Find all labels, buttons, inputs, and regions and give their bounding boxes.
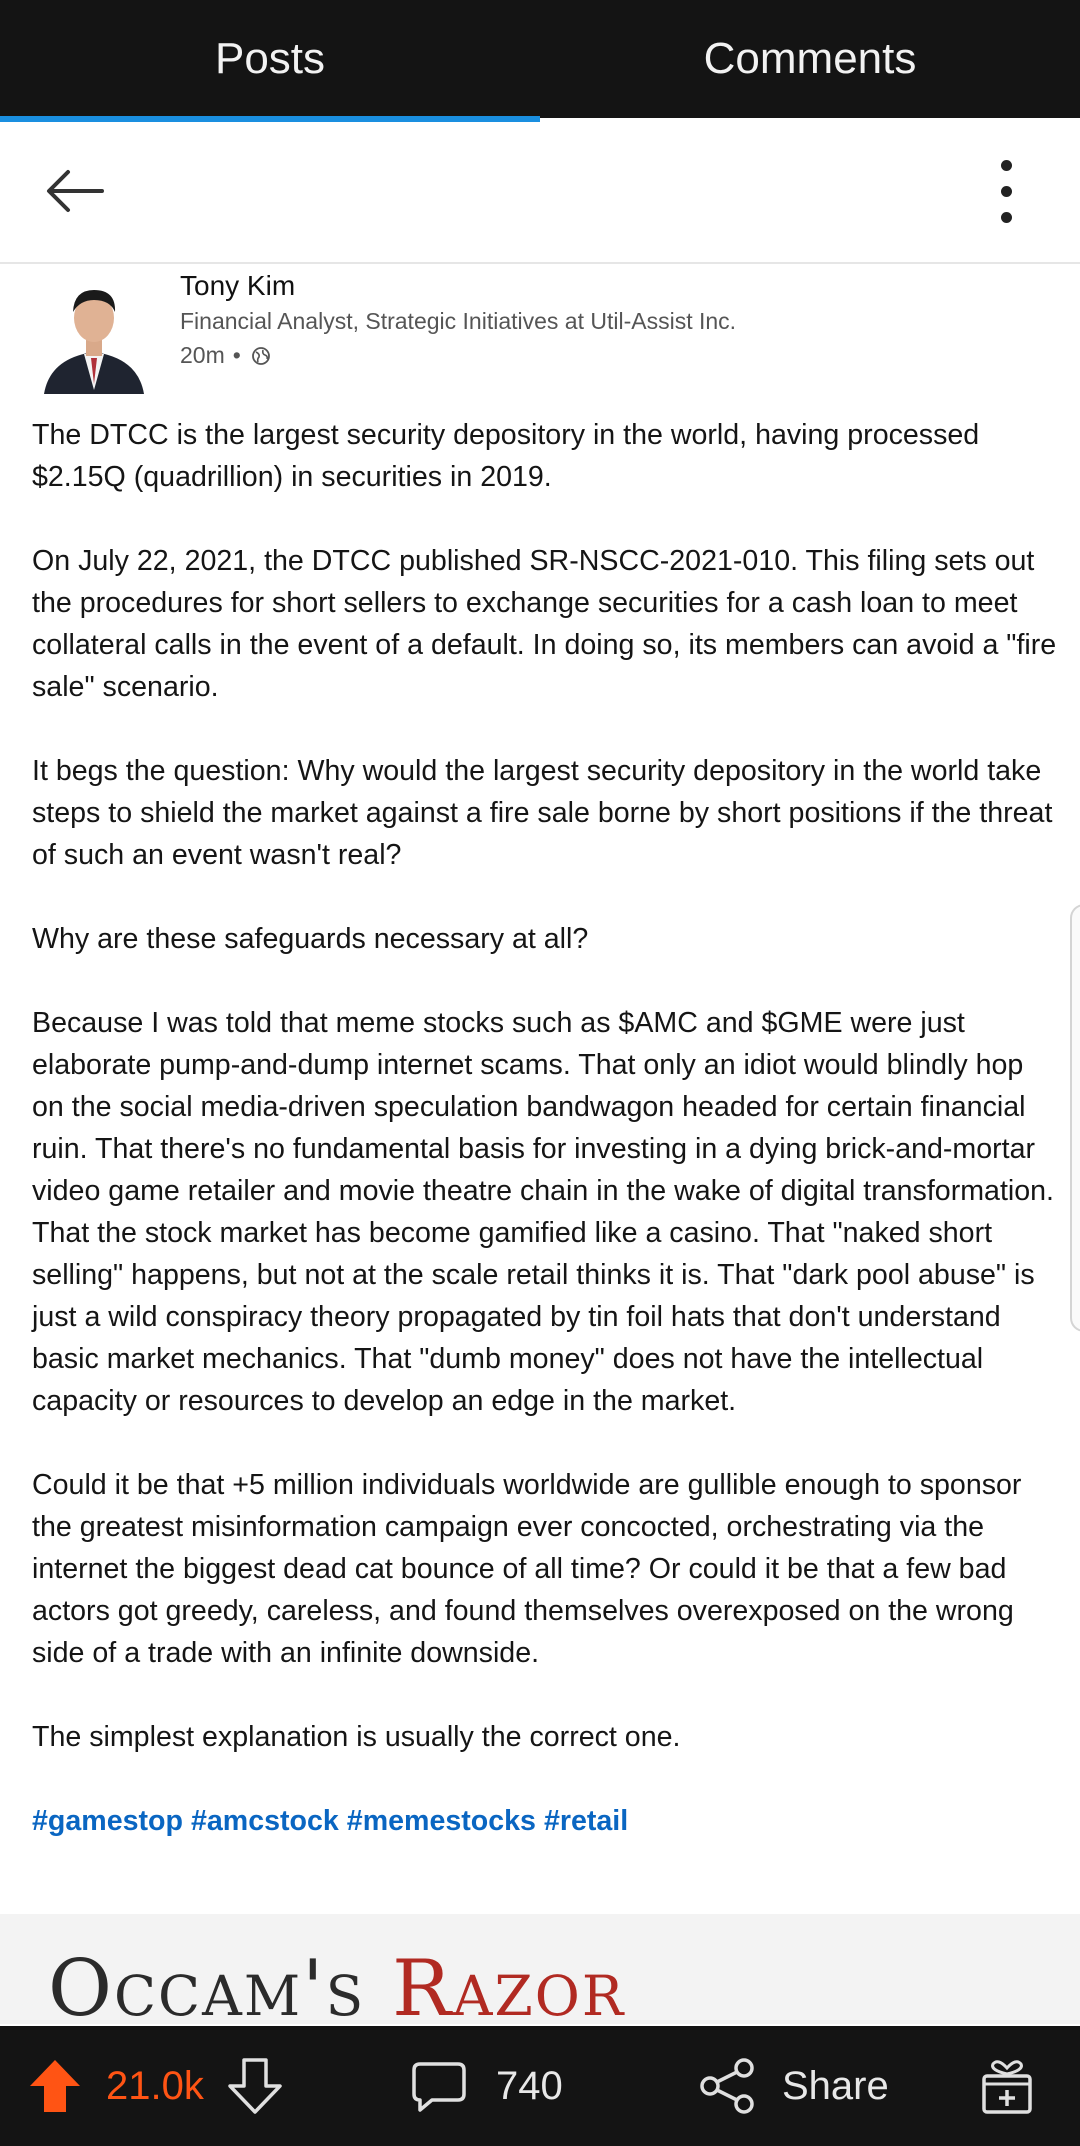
post-paragraph: The DTCC is the largest security depository in the world, having processed $2.15Q (quadrillion) in securities in 2019. [32,419,980,493]
hashtag-list [32,1800,1062,1842]
comment-count: 740 [496,2063,563,2108]
top-tab-bar [0,0,1080,118]
meta-separator: • [232,342,241,368]
comments-button[interactable] [410,2026,563,2146]
hashtag-link[interactable]: #gamestop [32,1805,183,1837]
downvote-icon[interactable] [226,2056,284,2116]
share-label: Share [782,2063,889,2108]
avatar[interactable] [40,272,148,394]
post-paragraph: Because I was told that meme stocks such as $AMC and $GME were just elaborate pump-and-dump internet scams. That only an idiot would blindly hop on the social media-driven speculation bandwagon headed for certain financial ruin. That there's no fundamental basis for investing in a dying brick-and-mortar video game retailer and movie theatre chain in the wake of digital transformation. That the stock market has become gamified like a casino. That "naked short selling" happens, but not at the scale retail thinks it is. That "dark pool abuse" is just a wild conspiracy theory propagated by tin foil hats that don't understand basic market mechanics. That "dumb money" does not have the intellectual capacity or resources to develop an edge in the market. [32,1007,1054,1417]
upvote-group [26,2026,284,2146]
post-card [0,264,1080,2024]
post-paragraph: Why are these safeguards necessary at all? [32,923,589,955]
hashtag-link[interactable]: #memestocks [346,1805,536,1837]
gift-icon [978,2056,1036,2116]
post-body [32,414,1062,1884]
post-meta [180,342,271,369]
post-paragraph: Could it be that +5 million individuals worldwide are gullible enough to sponsor the greatest misinformation campaign ever concocted, orchestrating via the internet the biggest dead cat bounce of all time? Or could it be that a few bad actors got greedy, careless, and found themselves overexposed on the wrong side of a trade with an infinite downside. [32,1469,1022,1669]
comment-icon [410,2058,468,2114]
post-header-bar [0,122,1080,264]
globe-icon [251,346,271,366]
kebab-menu-icon[interactable] [988,154,1024,230]
image-title [48,1944,625,2024]
arrow-left-icon[interactable] [40,156,110,226]
author-headline: Financial Analyst, Strategic Initiatives at Util-Assist Inc. [180,308,737,334]
post-paragraph: The simplest explanation is usually the correct one. [32,1721,681,1753]
image-title-word-2: Razor [392,1944,626,2024]
post-paragraph: It begs the question: Why would the largest security depository in the world take steps to shield the market against a fire sale borne by short positions if the threat of such an event wasn't real? [32,755,1053,871]
bottom-action-bar [0,2026,1080,2146]
tab-comments[interactable]: Comments [703,34,917,83]
tab-posts[interactable]: Posts [214,34,326,83]
post-image[interactable] [0,1914,1080,2024]
hashtag-link[interactable]: #retail [543,1805,629,1837]
award-button[interactable] [978,2026,1036,2146]
share-icon [698,2056,758,2116]
hashtag-link[interactable]: #amcstock [190,1805,339,1837]
image-title-word-1: Occam's [48,1944,366,2024]
post-paragraph: On July 22, 2021, the DTCC published SR-NSCC-2021-010. This filing sets out the procedures for short sellers to exchange securities for a cash loan to meet collateral calls in the event of a default. In doing so, its members can avoid a "fire sale" scenario. [32,545,1057,703]
side-panel-handle[interactable] [1070,904,1080,1332]
share-button[interactable] [698,2026,889,2146]
upvote-icon[interactable] [26,2056,84,2116]
author-name[interactable]: Tony Kim [180,270,296,301]
upvote-count: 21.0k [106,2063,204,2108]
post-time: 20m [180,342,225,368]
